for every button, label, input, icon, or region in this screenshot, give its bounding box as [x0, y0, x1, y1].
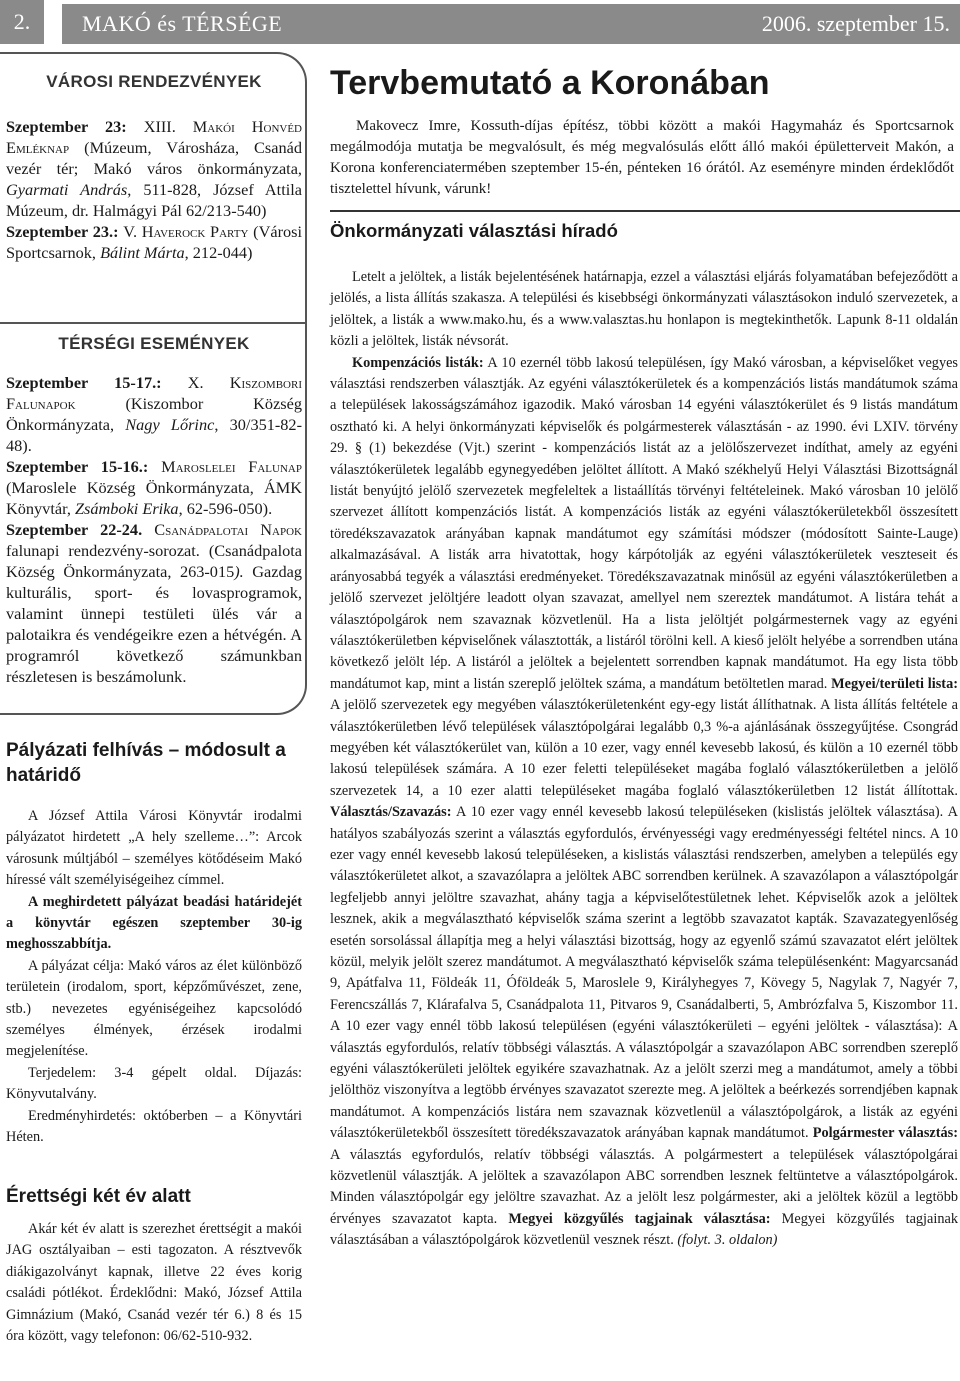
event-tail: , 511-828, József Attila Múzeum, dr. Halmágyi Pál 62/213-540): [6, 180, 302, 220]
event-details: (Múzeum, Városháza, Csanád vezér tér; Makó város önkormányzata,: [6, 138, 302, 178]
varosi-section: [6, 72, 302, 263]
hirado-body: [330, 267, 958, 1252]
event-name: V. Haverock Party: [123, 222, 249, 241]
palyazat-title: Pályázati felhívás – módosult a határidő: [6, 740, 286, 786]
paragraph: Terjedelem: 3-4 gépelt oldal. Díjazás: Könyvutalvány.: [6, 1064, 302, 1103]
varosi-event-1: [6, 116, 302, 221]
tersegi-event-3: [6, 519, 302, 687]
palyazat-article: [6, 738, 302, 1149]
erettsegi-body: [6, 1219, 302, 1347]
event-details: falunapi rendezvény-sorozat. (Csanádpalota Község Önkormányzata, 263-015: [6, 541, 302, 581]
paragraph: [330, 353, 958, 1252]
event-contact: Zsámboki Erika: [75, 499, 179, 518]
palyazat-body: [6, 806, 302, 1149]
tersegi-title: TÉRSÉGI ESEMÉNYEK: [58, 334, 250, 353]
event-date: Szeptember 15-16.:: [6, 457, 149, 476]
event-name: XIII. Makói Honvéd Emléknap: [6, 117, 302, 157]
paragraph-text: A 10 ezernél több lakosú településen, így Makó városban, a képviselőket vegyes választási rendszerben választják. Az egyéni választókerületek és a kompenzációs listás mandátumok száma a települések lakosságszámához igazodik. Makó városban 14 egyéni választókerület és 9 listás mandátum osztható ki. A helyi önkormányzati képviselők és polgármesterek választásán - az 1990. évi LXIV. törvény 29. § (1) bekezdése (Vjt.) szerint - kompenzációs listát az a jelölőszervezet indíthat, amely az egyéni választókerületek legalább egynegyedében jelöltet állított. A Makó székhelyű Helyi Választási Bizottságnál listát benyújtó jelölő szervezetek megfeleltek a listaállítás törvényi feltételeinek. Makó városban 10 jelölő szervezet állított kompenzációs listát. A kompenzációs listák az egyéni választókerületekből összesített töredékszavazatok arányában kapnak mandátumot egy számítási módszer (módosított Sainte-Lauge) alkalmazásával. A listák arra hivatottak, hogy kárpótolják az egyéni választókerületek veszteseit és arányosabbá tegyék a választási eredményeket. Töredékszavazatnak minősül az egyéni választókerületben a jelölő szervezet jelöltjére leadott olyan szavazat, amellyel nem szereztek mandátumot. A listára tehát a választópolgárok nem szavaznak közvetlenül. Ha a lista jelöltjét polgármesternek vagy az egyéni választókerületben képviselőnek választották, a listáról törölni kell. A kieső jelölt helyébe a sorrendben utána következő jelölt lép. A listáról a jelöltek a bejelentett sorrendben kapnak mandátumot. Ha egy lista több mandátumot kap, mint a listán szereplő jelöltek száma, a mandátum betöltetlen marad.: [330, 354, 958, 692]
paragraph: Eredményhirdetés: októberben – a Könyvtári Héten.: [6, 1107, 302, 1146]
paragraph: A pályázat célja: Makó város az élet különböző területein (irodalom, sport, képzőművészet, zene, stb.) nevezetes egyéniségeihez kapcsolódó személyes élmények, érzések irodalmi megjelenítése.: [6, 957, 302, 1060]
event-paren: ).: [234, 562, 244, 581]
tersegi-event-1: [6, 372, 302, 456]
paragraph-text: A választás egyfordulós, relatív többségi választás. A polgármestert a települések választópolgárai közvetlenül választják. A jelöltek a szavazólapon ABC sorrendben lesznek feltüntetve a választópolgárok. Minden választópolgár egy jelöltre szavazhat. Az a jelölt lesz polgármester, aki a jelöltek közül a legtöbb érvényes szavazatot kapta.: [330, 1146, 958, 1227]
section-rule: [330, 210, 960, 212]
continued-note: (folyt. 3. oldalon): [677, 1232, 778, 1249]
publication-title: MAKÓ és TÉRSÉGE: [82, 11, 283, 36]
event-date: Szeptember 22-24.: [6, 520, 143, 539]
paragraph-text: A jelölő szervezetek egy megyében választókerületenként egy-egy listát állíthatnak. A lista állítás feltétele a választókerületben lévő települések választópolgárai legalább 0,3 %-a ajánlásának összegyűjtése. Csongrád megyében két választókerület van, külön a 10 ezer, vagy ennél kevesebb lakosú, és külön a 10 ezernél több lakosú települések számára. A 10 ezer feletti településeket magába foglaló választókerületben a jelölő szervezetek 14, a 10 ezer alatti településeket magába foglaló választókerületben 12 listát állítottak.: [330, 697, 958, 799]
events-divider: [0, 322, 305, 324]
hirado-title: Önkormányzati választási híradó: [330, 220, 618, 241]
lead-in: Megyei közgyűlés tagjainak választása:: [508, 1210, 771, 1227]
event-name: Maroslelei Falunap: [161, 457, 302, 476]
tersegi-event-2: [6, 456, 302, 519]
event-name: X. Kiszombori Falunapok: [6, 373, 302, 413]
paragraph-text: Megyei közgyűlés tagjainak választásában a választópolgárok közvetlenül vesznek részt.: [330, 1210, 958, 1249]
event-contact: Bálint Márta: [100, 243, 185, 262]
varosi-event-2: [6, 221, 302, 263]
event-date: Szeptember 23.:: [6, 222, 119, 241]
lead-in: Választás/Szavazás:: [330, 804, 452, 821]
event-tail: , 30/351-82-48).: [6, 415, 302, 455]
event-date: Szeptember 23:: [6, 117, 127, 136]
event-tail: , 62-596-050).: [178, 499, 273, 518]
issue-date: 2006. szeptember 15.: [761, 11, 950, 36]
event-date: Szeptember 15-17.:: [6, 373, 162, 392]
lead-in: Megyei/területi lista:: [831, 675, 958, 692]
erettsegi-article: [6, 1184, 302, 1347]
event-tail: Gazdag kulturális, sport- és lovasprogramok, valamint ünnepi testületi ülés vár a palotaikra és vendégeikre ezen a hétvégén. A programról következő számunkban részletesen is beszámolunk.: [6, 562, 302, 686]
varosi-title: VÁROSI RENDEZVÉNYEK: [46, 72, 262, 91]
tersegi-section: [6, 334, 302, 687]
event-contact: Nagy Lőrinc: [125, 415, 215, 434]
event-details: (Maroslele Község Önkormányzata, ÁMK Könyvtár,: [6, 478, 302, 518]
tervbemutato-text: Makovecz Imre, Kossuth-díjas építész, többi között a makói Hagymaház és Sportcsarnok megálmodója mutatja be megvalósult, és még megvalósulás előtt álló makói épületterveit Makón, a Korona konferenciatermében szeptember 15-én, pénteken 16 órától. Az eseményre minden érdeklődőt tisztelettel hívunk, várunk!: [330, 118, 954, 197]
page-header: [62, 4, 960, 44]
erettsegi-title: Érettségi két év alatt: [6, 1186, 191, 1207]
event-name: Csanádpalotai Napok: [154, 520, 302, 539]
paragraph: Letelt a jelöltek, a listák bejelentésének határnapja, ezzel a választási eljárás folyamatában befejeződött a jelölés, a lista állítás szakasza. A települési és kisebbségi önkormányzati választásokon induló szervezetek, a jelöltek, a listák a www.mako.hu, és a www.valasztas.hu honlapon is megtekinthetők. Lapunk 8-11 oldalán közli a jelöltek, listák névsorát.: [330, 269, 958, 350]
event-contact: Gyarmati András: [6, 180, 128, 199]
lead-in: Kompenzációs listák:: [352, 354, 484, 371]
page-number: 2.: [0, 0, 44, 44]
lead-in: Polgármester választás:: [812, 1125, 958, 1142]
paragraph-bold: A meghirdetett pályázat beadási határidejét a könyvtár egészen szeptember 30-ig meghosszabbítja.: [6, 893, 302, 953]
paragraph: A József Attila Városi Könyvtár irodalmi pályázatot hirdetett „A hely szelleme…”: Arcok városunk múltjából – személyes kötődéseim Makó híressé vált személyiségeihez címmel.: [6, 808, 302, 889]
event-details: (Kiszombor Község Önkormányzata,: [6, 394, 302, 434]
paragraph-text: A 10 ezer vagy ennél kevesebb lakosú településeken (kislistás jelöltek választása). A hatályos szabályozás szerint a választás egyfordulós, érvényességi vagy eredményességi feltétel nincs. A 10 ezer vagy ennél kevesebb lakosú településeken, a kislistás választási rendszerben, amelyben a település egy választókerületet alkot, a szavazólapra a jelöltek ABC sorrendben kerülnek. A szavazólapon a választópolgár legfeljebb annyi jelöltre szavazhat, ahány tagja a képviselőtestületnek lehet. Képviselők azok a jelöltek lesznek, akik a megválasztható képviselők száma szerint a legtöbb szavazatot kapták. Szavazategyenlőség esetén sorsolással állapítja meg a helyi választási bizottság, hogy az egyenlő számú szavazatot elért jelöltek közül, melyik jelölt szerez mandátumot. A megválasztható képviselők száma településenként: Magyarcsanád 9, Apátfalva 11, Földeák 11, Óföldeák 5, Maroslele 9, Királyhegyes 7, Kövegy 5, Nagylak 7, Nagyér 7, Ferencszállás 7, Klárafalva 5, Csanádpalota 11, Pitvaros 9, Csanádalberti, 5, Ambrózfalva 5, Kiszombor 11. A 10 ezer vagy ennél több lakosú településen (egyéni választókerületi – egyéni jelöltek - választása): A választás egyfordulós, relatív többségi választás. A választópolgár a szavazólapon ABC sorrendben szereplő egyéni választókerületi jelöltek egyikére szavazhatnak. Az a jelölt szerzi meg a mandátumot, amely a többi jelölthöz viszonyítva a legtöbb érvényes szavazatot szerezte meg. A jelöltek a beérkezés sorrendjében kapnak mandátumot. A kompenzációs listára nem szavaznak közvetlenül a választópolgárok, a listák az egyéni választókerületekből összesített töredékszavazatok arányában kapnak mandátumot.: [330, 804, 958, 1142]
paragraph: Akár két év alatt is szerezhet érettségit a makói JAG osztályaiban – esti tagozaton. A résztvevők diákigazolványt kapnak, illetve 22 éves korig családi pótlékot. Érdeklődni: Makó, József Attila Gimnázium (Makó, Csanád vezér tér 6.) 8 és 15 óra között, vagy telefonon: 06/62-510-932.: [6, 1221, 302, 1345]
tervbemutato-title: Tervbemutató a Koronában: [330, 64, 770, 102]
event-tail: , 212-044): [184, 243, 253, 262]
event-details: (Városi Sportcsarnok,: [6, 222, 302, 262]
